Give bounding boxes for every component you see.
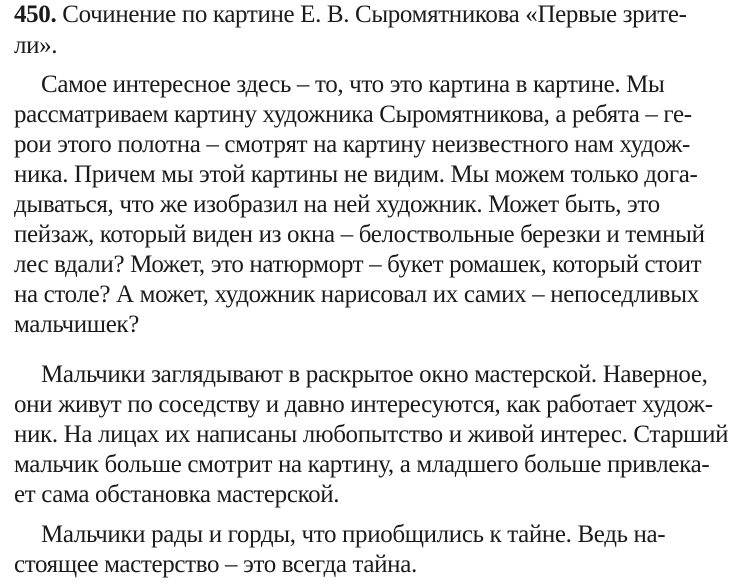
text-line: мальчишек? <box>14 311 139 338</box>
text-line: на столе? А может, художник нарисовал их самих – непоседливых <box>14 281 699 308</box>
text-line: ет сама обстановка мастерской. <box>14 481 340 508</box>
text-line: дываться, что же изобразил на ней художник. Может быть, это <box>14 191 660 218</box>
text-line: Мальчики рады и горды, что приобщились к тайне. Ведь на- <box>41 521 666 548</box>
text-line: Мальчики заглядывают в раскрытое окно мастерской. Наверное, <box>41 361 708 388</box>
text-line: мальчик больше смотрит на картину, а младшего больше привлека- <box>14 451 710 478</box>
exercise-title-part-2: ли». <box>14 32 58 59</box>
exercise-title-part-1: Сочинение по картине Е. В. Сыромятникова «Первые зрите- <box>56 1 687 28</box>
text-line: стоящее мастерство – это всегда тайна. <box>14 551 417 578</box>
text-line: Самое интересное здесь – то, что это картина в картине. Мы <box>41 71 665 98</box>
exercise-number: 450. <box>14 1 57 28</box>
text-line: ник. На лицах их написаны любопытство и живой интерес. Старший <box>14 421 729 448</box>
exercise-heading <box>14 0 687 30</box>
text-line: лес вдали? Может, это натюрморт – букет ромашек, который стоит <box>14 251 702 278</box>
exercise-title-continuation <box>14 31 57 61</box>
text-line: они живут по соседству и давно интересуются, как работает худож- <box>14 391 713 418</box>
text-line: ника. Причем мы этой картины не видим. Мы можем только дога- <box>14 161 698 188</box>
text-line: рассматриваем картину художника Сыромятникова, а ребята – ге- <box>14 101 692 128</box>
text-line: рои этого полотна – смотрят на картину неизвестного нам худож- <box>14 131 691 158</box>
text-line: пейзаж, который виден из окна – белоствольные березки и темный <box>14 221 705 248</box>
